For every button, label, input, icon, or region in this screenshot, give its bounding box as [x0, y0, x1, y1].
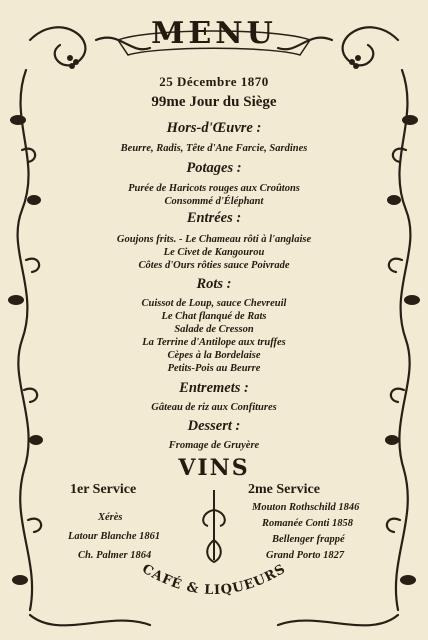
- footer-text: CAFÉ & LIQUEURS: [139, 561, 289, 599]
- wines-title: VINS: [178, 455, 250, 481]
- dish-item: Le Civet de Kangourou: [163, 247, 265, 258]
- dish-item: Cuissot de Loup, sauce Chevreuil: [141, 298, 287, 309]
- cafe-liqueurs-banner: [0, 560, 428, 620]
- siege-day: 99me Jour du Siège: [151, 94, 277, 110]
- second-service-heading: 2me Service: [248, 482, 320, 497]
- section-heading: Entrées :: [186, 210, 242, 226]
- wine-item: Ch. Palmer 1864: [78, 550, 152, 561]
- dish-item: Consommé d'Éléphant: [164, 196, 264, 207]
- dish-item: Fromage de Gruyère: [168, 440, 260, 451]
- section-heading: Rots :: [196, 276, 232, 292]
- menu-date: 25 Décembre 1870: [159, 74, 269, 89]
- section-heading: Potages :: [186, 160, 242, 176]
- svg-text:CAFÉ & LIQUEURS: [139, 561, 288, 598]
- dish-item: Purée de Haricots rouges aux Croûtons: [128, 183, 300, 194]
- wine-item: Grand Porto 1827: [266, 550, 345, 561]
- wine-item: Mouton Rothschild 1846: [252, 502, 360, 513]
- wine-item: Romanée Conti 1858: [262, 518, 354, 529]
- section-heading: Dessert :: [187, 418, 241, 434]
- dish-item: Beurre, Radis, Tête d'Ane Farcie, Sardines: [120, 143, 308, 154]
- section-heading: Entremets :: [179, 380, 249, 396]
- dish-item: Petits-Pois au Beurre: [167, 363, 261, 374]
- wine-item: Bellenger frappé: [272, 534, 345, 545]
- menu-title: MENU: [151, 16, 277, 51]
- grapevine-icon: [194, 490, 234, 570]
- dish-item: Gâteau de riz aux Confitures: [151, 402, 277, 413]
- wine-item: Xérès: [98, 512, 123, 523]
- dish-item: Goujons frits. - Le Chameau rôti à l'anglaise: [116, 234, 312, 245]
- dish-item: Salade de Cresson: [174, 324, 254, 335]
- dish-item: Cèpes à la Bordelaise: [167, 350, 261, 361]
- dish-item: Côtes d'Ours rôties sauce Poivrade: [138, 260, 290, 271]
- wine-item: Latour Blanche 1861: [68, 531, 161, 542]
- section-heading: Hors-d'Œuvre :: [166, 120, 262, 136]
- first-service-heading: 1er Service: [70, 482, 137, 497]
- dish-item: La Terrine d'Antilope aux truffes: [142, 337, 286, 348]
- dish-item: Le Chat flanqué de Rats: [161, 311, 267, 322]
